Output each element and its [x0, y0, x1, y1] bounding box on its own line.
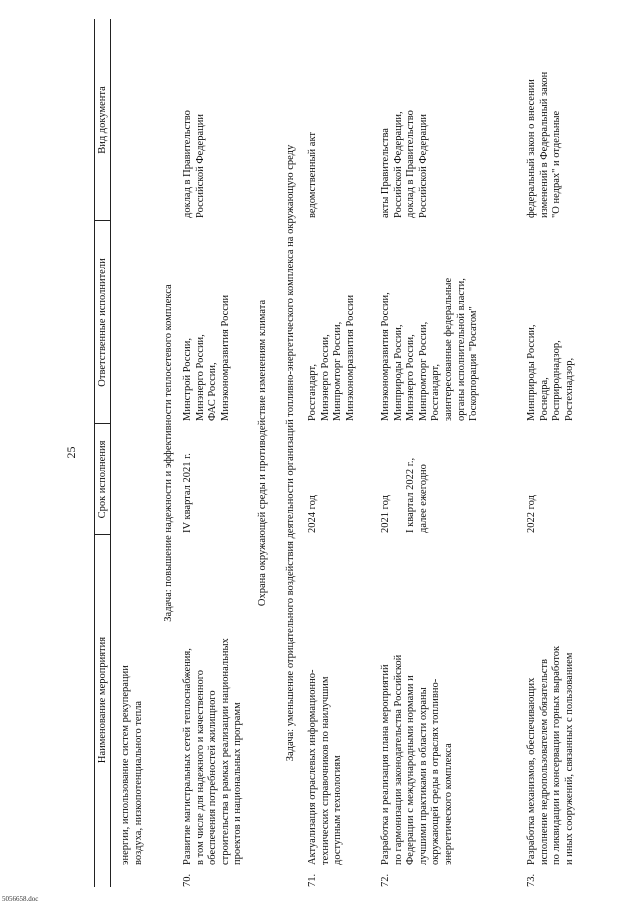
- row-number: 73.: [526, 873, 537, 887]
- row-deadline: IV квартал 2021 г.: [182, 453, 193, 533]
- row-name: Развитие магистральных сетей теплоснабжения, в том числе для надежного и качественного обеспечения потребностей жилищного строительства в рамках реализации национальных проектов и национальных программ: [182, 638, 244, 865]
- row-name: Актуализация отраслевых информационно- технических справочников по наилучшим доступным технологиям: [307, 669, 344, 865]
- row-doc-type: ведомственный акт: [307, 131, 318, 218]
- row-doc-type: акты Правительства Российской Федерации, доклад в Правительство Российской Федерации: [380, 110, 429, 218]
- header-deadline: Срок исполнения: [97, 440, 108, 519]
- task-heading: Задача: повышение надежности и эффективности теплосетевого комплекса: [163, 284, 174, 622]
- task-heading: Задача: уменьшение отрицательного воздействия деятельности организаций топливно-энергетического комплекса на окружающую среду: [285, 144, 296, 762]
- header-bottom-rule: [110, 19, 111, 887]
- row-doc-type: доклад в Правительство Российской Федерации: [182, 110, 206, 218]
- row-doc-type: федеральный закон о внесении изменений в Федеральный закон "О недрах" и отдельные: [526, 71, 563, 218]
- header-name: Наименование мероприятия: [97, 636, 108, 764]
- row-deadline: 2021 год I квартал 2022 г., далее ежегодно: [380, 457, 429, 533]
- row-responsible: Минстрой России, Минэнерго России, ФАС России, Минэкономразвития России: [182, 294, 231, 421]
- row-responsible: Минэкономразвития России, Минприроды России, Минэнерго России, Минпромторг России, Росстандарт, заинтересованные федеральные органы исполнительной власти, Госкорпорация "Росатом": [380, 277, 480, 421]
- header-responsible: Ответственные исполнители: [97, 258, 108, 387]
- document-code: 5056658.doc: [2, 895, 39, 903]
- page-number: 25: [64, 446, 78, 459]
- section-title: Охрана окружающей среды и противодействие изменениям климата: [257, 299, 268, 607]
- row-name: Разработка механизмов, обеспечивающих исполнение недропользователем обязательств по ликвидации и консервации горных выработок и иных сооружений, связанных с пользованием: [526, 645, 575, 865]
- row-number: 72.: [380, 873, 391, 887]
- row-deadline: 2024 год: [307, 495, 318, 533]
- row-responsible: Росстандарт, Минэнерго России, Минпромторг России, Минэкономразвития России: [307, 294, 356, 421]
- header-doc-type: Вид документа: [97, 86, 108, 154]
- row-deadline: 2022 год: [526, 495, 537, 533]
- row-number: 70.: [182, 873, 193, 887]
- continuation-text: энергии, использование систем рекуперации воздуха, низкопотенциального тепла: [120, 665, 144, 865]
- row-number: 71.: [307, 873, 318, 887]
- row-name: Разработка и реализация плана мероприятий по гармонизации законодательства Российской Федерации с международными нормами и лучшими практиками в области охраны окружающей среды в отраслях топливно- энергетического комплекса: [380, 654, 454, 865]
- row-responsible: Минприроды России, Роснедра, Росприроднадзор, Ростехнадзор,: [526, 324, 575, 421]
